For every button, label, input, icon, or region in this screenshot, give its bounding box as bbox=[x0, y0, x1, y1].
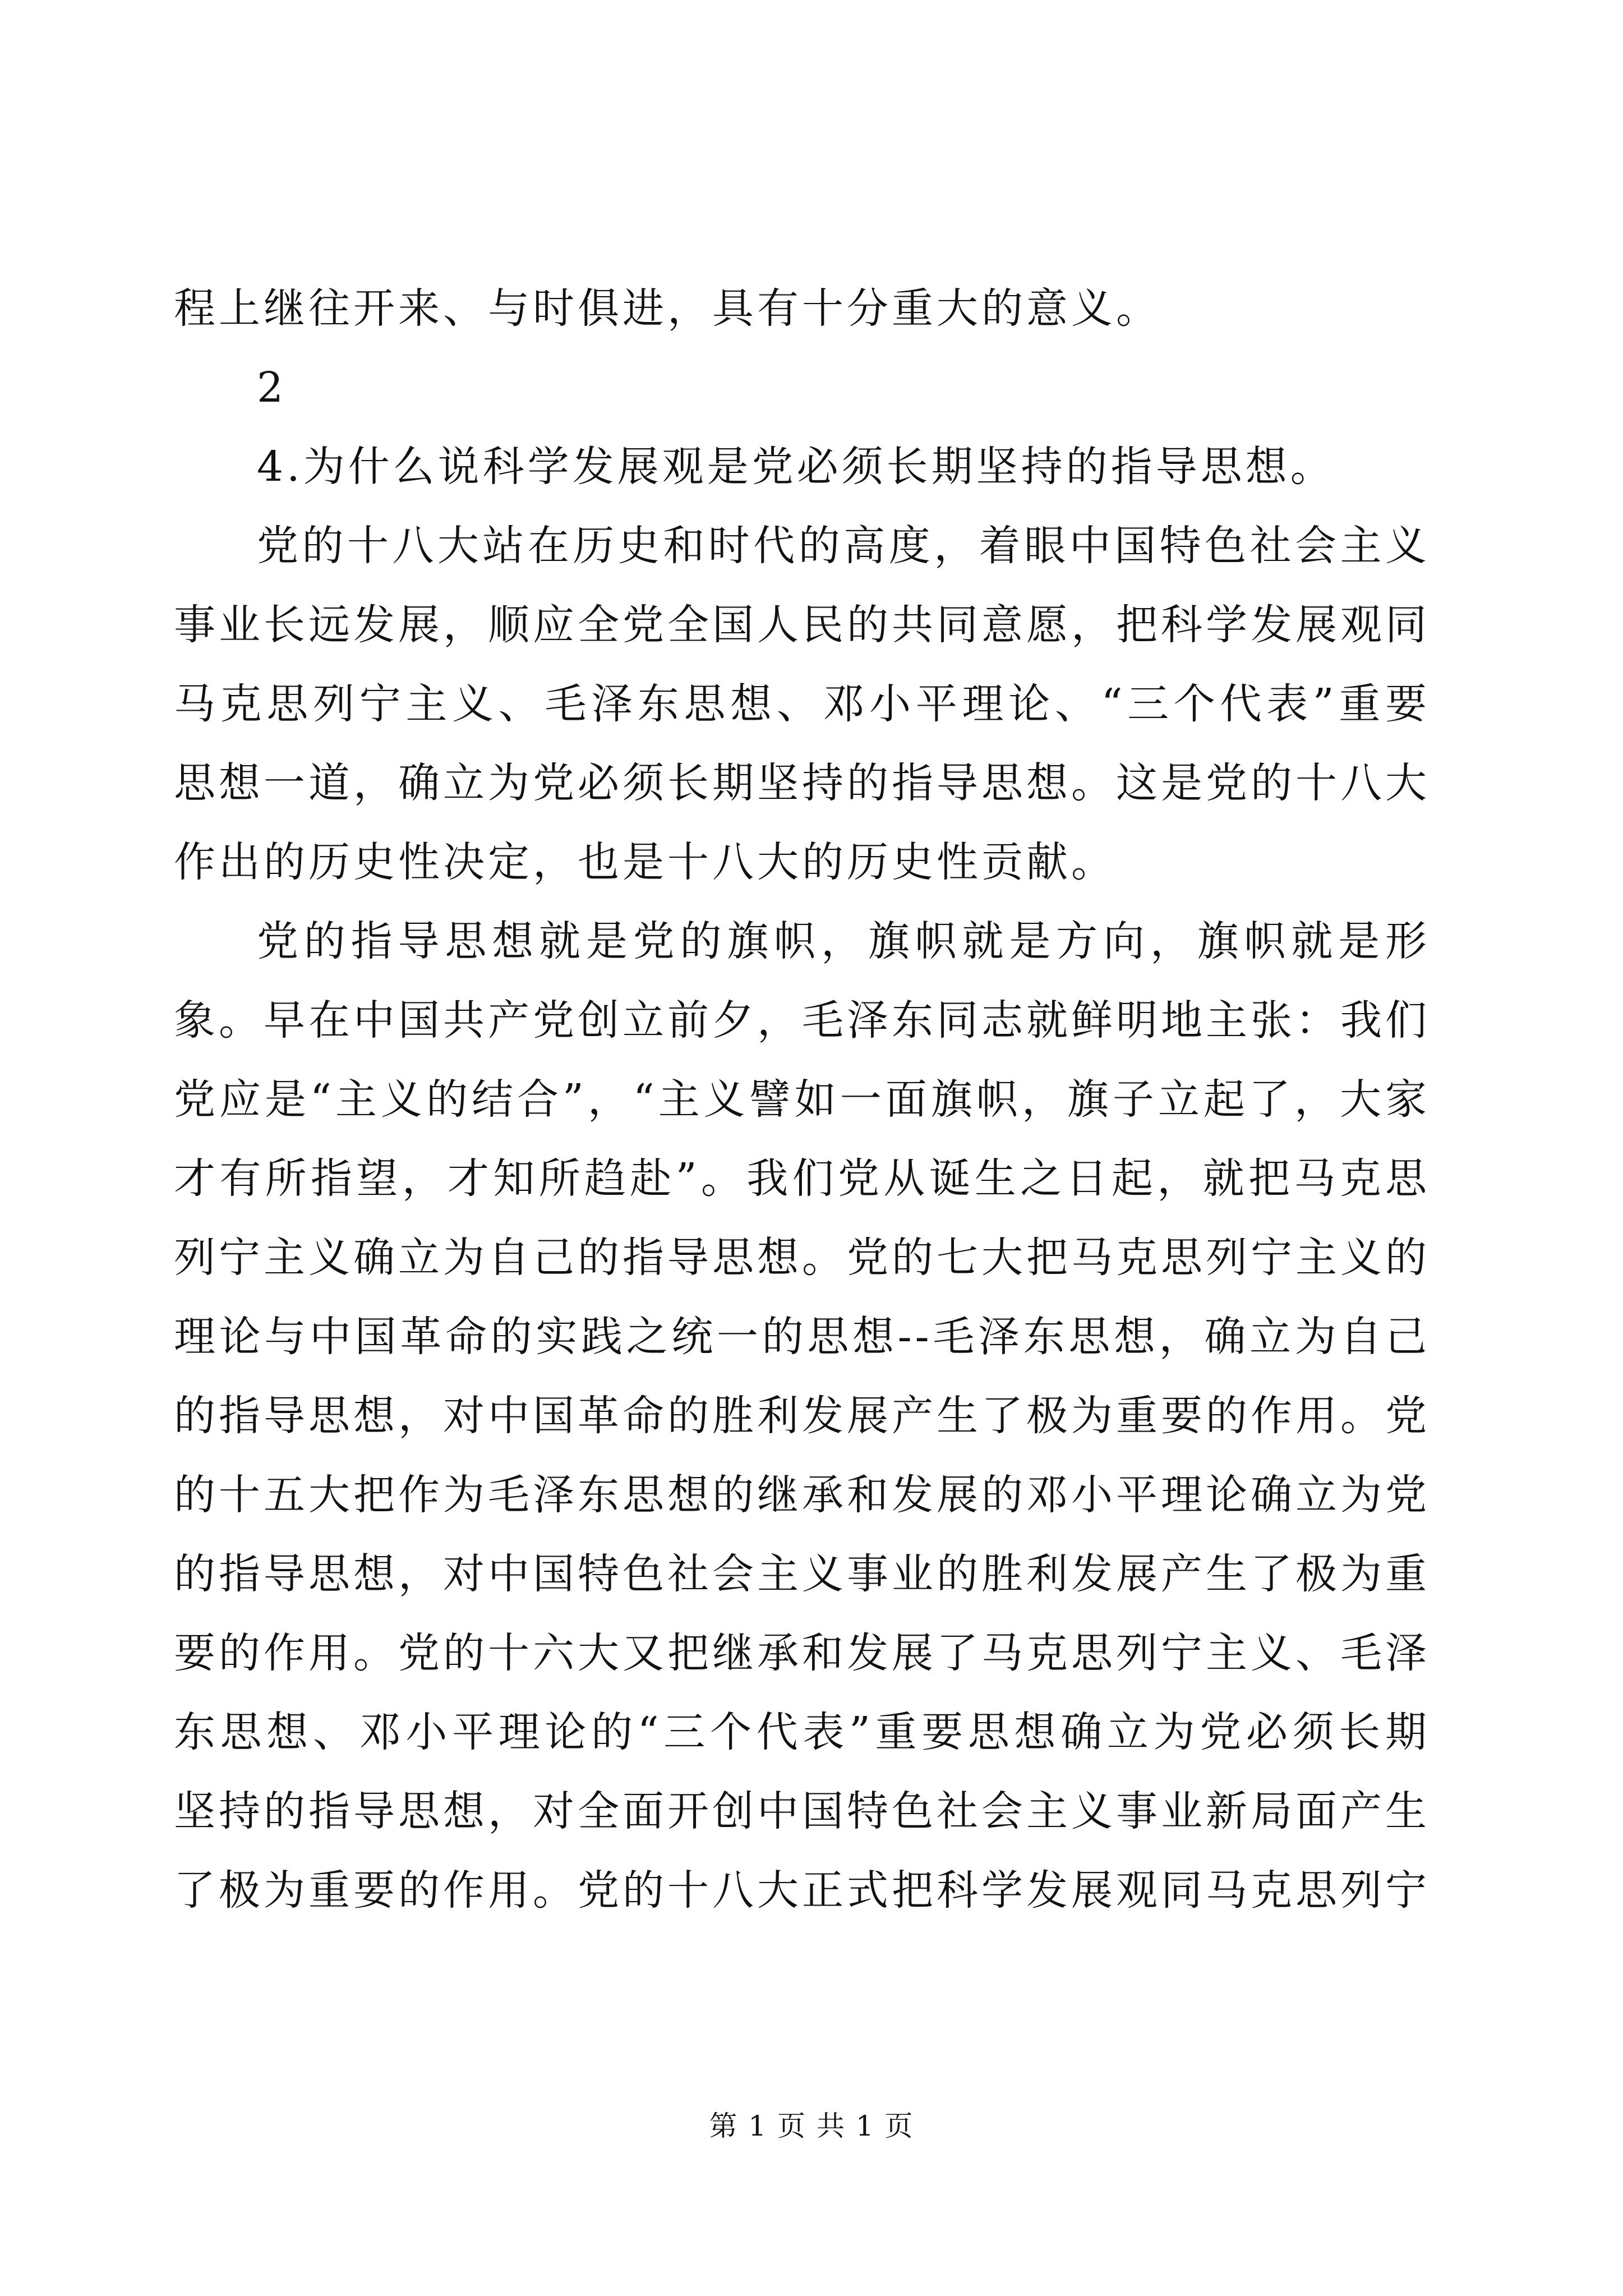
paragraph-continuation: 程上继往开来、与时俱进，具有十分重大的意义。 bbox=[174, 284, 1161, 333]
document-body bbox=[174, 269, 1430, 1930]
inline-page-number: 2 bbox=[257, 364, 287, 412]
section-heading: 4.为什么说科学发展观是党必须长期坚持的指导思想。 bbox=[257, 443, 1335, 491]
paragraph-eighteenth-congress: 党的十八大站在历史和时代的高度，着眼中国特色社会主义事业长远发展，顺应全党全国人民的共同意愿，把科学发展观同马克思列宁主义、毛泽东思想、邓小平理论、“三个代表”重要思想一道，确立为党必须长期坚持的指导思想。这是党的十八大作出的历史性决定，也是十八大的历史性贡献。 bbox=[174, 522, 1430, 886]
paragraph-guiding-thought: 党的指导思想就是党的旗帜，旗帜就是方向，旗帜就是形象。早在中国共产党创立前夕，毛泽东同志就鲜明地主张：我们党应是“主义的结合”，“主义譬如一面旗帜，旗子立起了，大家才有所指望，才知所趋赴”。我们党从诞生之日起，就把马克思列宁主义确立为自己的指导思想。党的七大把马克思列宁主义的理论与中国革命的实践之统一的思想--毛泽东思想，确立为自己的指导思想，对中国革命的胜利发展产生了极为重要的作用。党的十五大把作为毛泽东思想的继承和发展的邓小平理论确立为党的指导思想，对中国特色社会主义事业的胜利发展产生了极为重要的作用。党的十六大又把继承和发展了马克思列宁主义、毛泽东思想、邓小平理论的“三个代表”重要思想确立为党必须长期坚持的指导思想，对全面开创中国特色社会主义事业新局面产生了极为重要的作用。党的十八大正式把科学发展观同马克思列宁 bbox=[174, 917, 1430, 1915]
page-footer: 第 1 页 共 1 页 bbox=[709, 2110, 914, 2142]
